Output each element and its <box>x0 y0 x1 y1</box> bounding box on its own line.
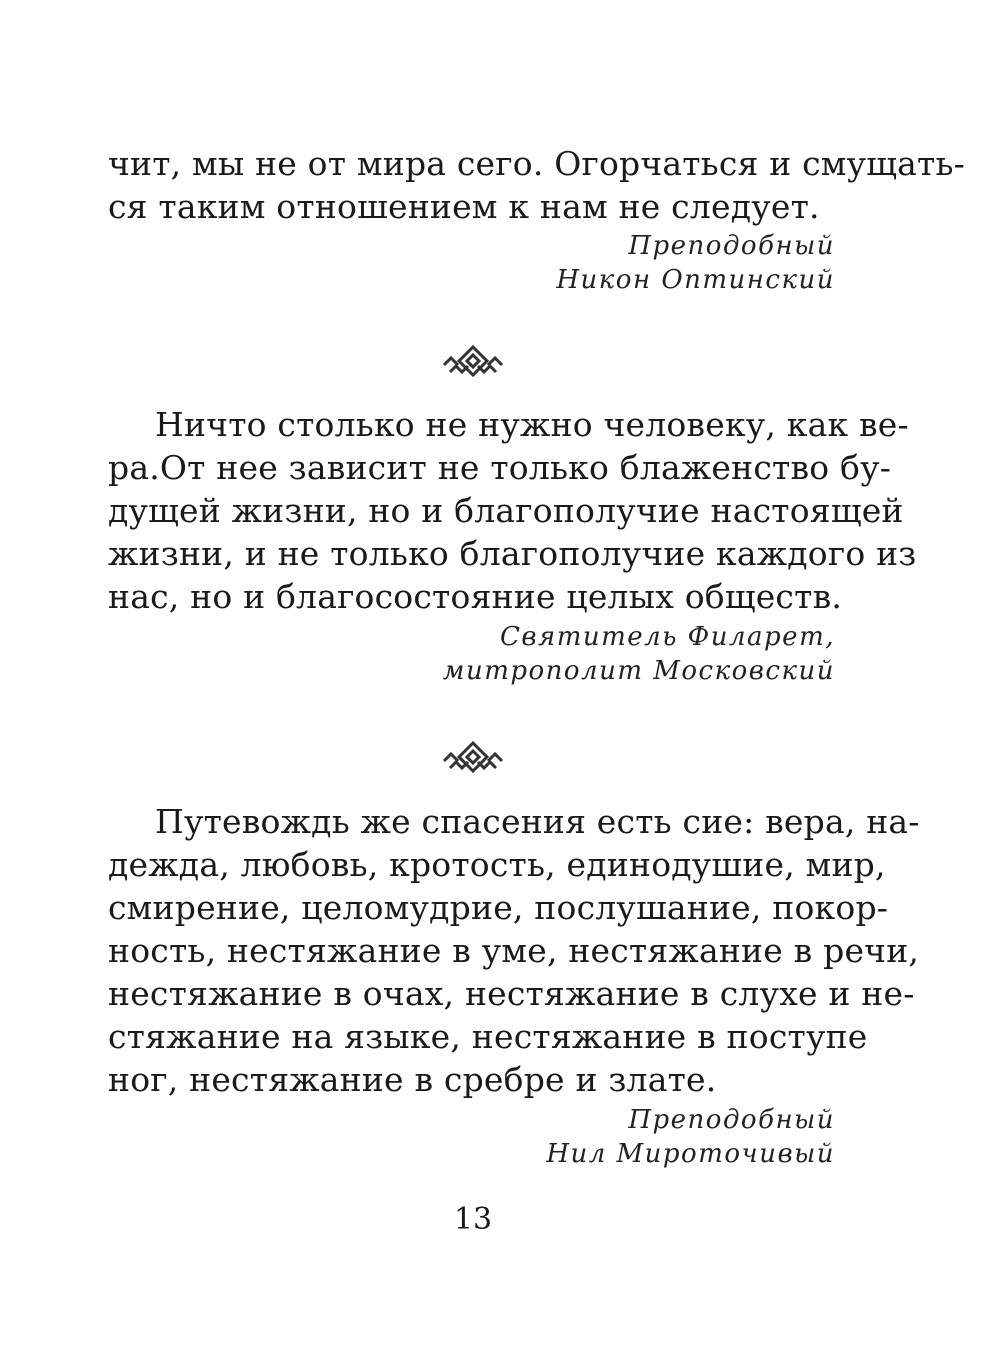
text-line: дежда, любовь, кротость, единодушие, мир, <box>108 845 886 884</box>
text-line: Ничто столько не нужно человеку, как ве- <box>155 405 909 444</box>
quote-paragraph-1 <box>108 142 966 228</box>
quote-paragraph-3 <box>108 800 920 1101</box>
diamond-ornament-icon <box>440 344 506 380</box>
author-title: Преподобный <box>628 231 835 261</box>
author-name: Никон Оптинский <box>556 265 835 295</box>
text-line: чит, мы не от мира сего. Огорчаться и смущать- <box>108 144 966 183</box>
author-name: митрополит Московский <box>442 656 835 686</box>
text-line: стяжание на языке, нестяжание в поступе <box>108 1017 868 1056</box>
quote-attribution-1 <box>556 229 835 297</box>
text-line: ся таким отношением к нам не следует. <box>108 187 820 226</box>
text-line: ра.От нее зависит не только блаженство бу- <box>108 448 892 487</box>
quote-attribution-3 <box>546 1103 835 1171</box>
text-line: ног, нестяжание в сребре и злате. <box>108 1060 717 1099</box>
text-line: жизни, и не только благополучие каждого из <box>108 534 917 573</box>
diamond-ornament-icon <box>440 740 506 776</box>
text-line: дущей жизни, но и благополучие настоящей <box>108 491 904 530</box>
author-name: Нил Мироточивый <box>546 1139 835 1169</box>
text-line: нас, но и благосостояние целых обществ. <box>108 577 843 616</box>
author-title: Святитель Филарет, <box>500 622 835 652</box>
text-line: нестяжание в очах, нестяжание в слухе и не- <box>108 974 915 1013</box>
text-line: ность, нестяжание в уме, нестяжание в речи, <box>108 931 920 970</box>
author-title: Преподобный <box>628 1105 835 1135</box>
text-line: смирение, целомудрие, послушание, покор- <box>108 888 889 927</box>
text-line: Путевождь же спасения есть сие: вера, на- <box>155 802 920 841</box>
quote-paragraph-2 <box>108 403 917 618</box>
page-number: 13 <box>453 1202 493 1237</box>
quote-attribution-2 <box>443 620 835 688</box>
